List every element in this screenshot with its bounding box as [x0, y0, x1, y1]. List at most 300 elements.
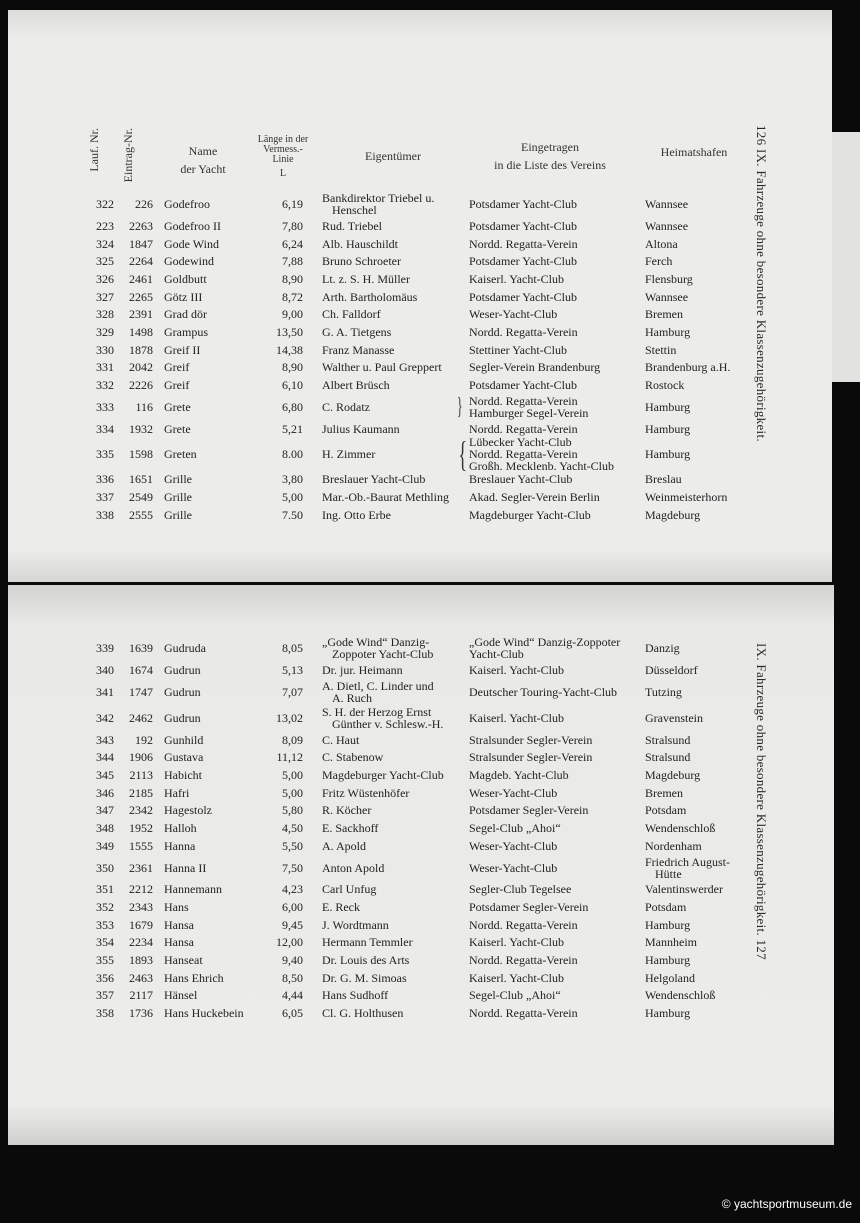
lauf-nr-cell: 347: [96, 803, 114, 818]
eintrag-nr-cell: 2234: [129, 935, 153, 950]
club-line: Breslauer Yacht-Club: [469, 472, 573, 487]
home-line: Hamburg: [645, 421, 691, 436]
lauf-nr-cell: 335: [96, 447, 114, 462]
club-line: Stralsunder Segler-Verein: [469, 750, 593, 765]
length-cell: 9,45: [282, 917, 303, 932]
home-cell: [645, 686, 682, 698]
owner-line: C. Haut: [322, 732, 360, 747]
owner-cell: [322, 509, 391, 521]
length-cell: 5,80: [282, 803, 303, 818]
lauf-nr-cell: 352: [96, 900, 114, 915]
length-cell: 4,23: [282, 882, 303, 897]
eintrag-nr-cell: 2391: [129, 307, 153, 322]
table-row: [8, 855, 768, 881]
owner-line: Anton Apold: [322, 860, 385, 875]
lauf-nr-cell: 345: [96, 767, 114, 782]
owner-line: Julius Kaumann: [322, 421, 400, 436]
club-cell: [469, 751, 592, 763]
owner-cell: [322, 883, 376, 895]
club-line: Lübecker Yacht-Club: [469, 435, 572, 450]
length-cell: 7,80: [282, 218, 303, 233]
club-cell: [469, 862, 557, 874]
table-row: [8, 323, 768, 341]
lauf-nr-cell: 326: [96, 271, 114, 286]
home-line: Bremen: [645, 307, 683, 322]
home-line: Flensburg: [645, 271, 693, 286]
club-line: Potsdamer Yacht-Club: [469, 218, 577, 233]
lauf-nr-cell: 343: [96, 732, 114, 747]
club-line: Kaiserl. Yacht-Club: [469, 935, 564, 950]
home-line: Hamburg: [645, 953, 691, 968]
lauf-nr-cell: 340: [96, 662, 114, 677]
home-cell: [645, 308, 683, 320]
owner-line: H. Zimmer: [322, 447, 376, 462]
home-line: Magdeburg: [645, 767, 701, 782]
club-cell: [469, 308, 557, 320]
eintrag-nr-cell: 1847: [129, 236, 153, 251]
lauf-nr-cell: 322: [96, 197, 114, 211]
club-line: Segler-Verein Brandenburg: [469, 360, 601, 375]
club-cell: [469, 379, 577, 391]
brace-mark: }: [456, 393, 463, 420]
home-line: Bremen: [645, 785, 683, 800]
header-eingetragen: [470, 138, 630, 174]
home-cell: [645, 769, 700, 781]
yacht-name-cell: Greif: [164, 360, 190, 375]
eintrag-nr-cell: 1906: [129, 750, 153, 765]
club-cell: [469, 220, 577, 232]
home-cell: [645, 326, 690, 338]
owner-cell: [322, 273, 410, 285]
header-eingetragen-line: in die Liste des Vereins: [494, 158, 606, 172]
club-line: Nordd. Regatta-Verein: [469, 1006, 578, 1021]
club-line: Hamburger Segel-Verein: [469, 405, 589, 420]
owner-line: Magdeburger Yacht-Club: [322, 767, 444, 782]
length-cell: 12,00: [276, 935, 303, 950]
home-cell: [645, 856, 730, 880]
length-cell: 7,50: [282, 860, 303, 875]
owner-cell: [322, 473, 425, 485]
table-row: [8, 951, 768, 969]
length-cell: 6,10: [282, 378, 303, 393]
eintrag-nr-cell: 1674: [129, 662, 153, 677]
eintrag-nr-cell: 2113: [129, 767, 153, 782]
brace-mark: {: [458, 434, 467, 475]
home-line: Wannsee: [645, 218, 689, 233]
club-line: Nordd. Regatta-Verein: [469, 393, 578, 408]
club-cell: [469, 509, 591, 521]
club-cell: [469, 989, 561, 1001]
yacht-name-cell: Greif II: [164, 342, 201, 357]
length-cell: 13,50: [276, 324, 303, 339]
table-row: [8, 881, 768, 899]
length-cell: 5,00: [282, 490, 303, 505]
club-line: Weser-Yacht-Club: [469, 307, 558, 322]
home-line: Hamburg: [645, 399, 691, 414]
yacht-name-cell: Hagestolz: [164, 803, 212, 818]
club-cell: [469, 326, 578, 338]
owner-cell: [322, 706, 443, 730]
lauf-nr-cell: 329: [96, 324, 114, 339]
table-row: [8, 420, 768, 438]
club-line: Magdeb. Yacht-Club: [469, 767, 569, 782]
home-cell: [645, 901, 686, 913]
owner-line: Hermann Temmler: [322, 935, 413, 950]
home-line: Stralsund: [645, 750, 691, 765]
header-eingetragen-line: Eingetragen: [521, 140, 579, 154]
table-row: [8, 235, 768, 253]
home-line: Hütte: [655, 866, 682, 881]
table-row: [8, 341, 768, 359]
length-cell: 6,80: [282, 399, 303, 414]
length-cell: 4,44: [282, 988, 303, 1003]
home-cell: [645, 972, 695, 984]
owner-line: Walther u. Paul Greppert: [322, 360, 442, 375]
club-line: Potsdamer Yacht-Club: [469, 197, 577, 211]
owner-cell: [322, 972, 407, 984]
yacht-name-cell: Hansa: [164, 917, 194, 932]
owner-line: A. Apold: [322, 838, 367, 853]
yacht-name-cell: Hans Ehrich: [164, 970, 224, 985]
owner-line: Carl Unfug: [322, 882, 377, 897]
table-row: [8, 679, 768, 705]
lauf-nr-cell: 353: [96, 917, 114, 932]
club-line: Weser-Yacht-Club: [469, 860, 558, 875]
yacht-name-cell: Hanna: [164, 838, 196, 853]
owner-cell: [322, 751, 383, 763]
home-line: Potsdam: [645, 803, 687, 818]
yacht-name-cell: Hansa: [164, 935, 194, 950]
home-line: Tutzing: [645, 684, 682, 699]
owner-cell: [322, 220, 382, 232]
length-cell: 4,50: [282, 820, 303, 835]
length-cell: 9,00: [282, 307, 303, 322]
owner-cell: [322, 344, 394, 356]
home-cell: [645, 509, 700, 521]
club-line: Weser-Yacht-Club: [469, 838, 558, 853]
table-row: [8, 898, 768, 916]
table-row: [8, 506, 768, 524]
club-cell: [469, 1007, 578, 1019]
length-cell: 6,24: [282, 236, 303, 251]
club-cell: [469, 712, 564, 724]
home-cell: [645, 664, 698, 676]
club-line: Magdeburger Yacht-Club: [469, 507, 591, 522]
home-cell: [645, 361, 730, 373]
club-cell: [469, 238, 578, 250]
length-cell: 9,40: [282, 953, 303, 968]
eintrag-nr-cell: 1747: [129, 684, 153, 699]
header-name-line: Name: [188, 144, 218, 158]
lauf-nr-cell: 332: [96, 378, 114, 393]
table-row: [8, 969, 768, 987]
club-cell: [469, 883, 571, 895]
home-cell: [645, 448, 690, 460]
length-cell: 7,88: [282, 254, 303, 269]
home-line: Wendenschloß: [645, 988, 716, 1003]
table-row: [8, 731, 768, 749]
owner-cell: [322, 919, 389, 931]
table-row: [8, 801, 768, 819]
lauf-nr-cell: 331: [96, 360, 114, 375]
table-row: [8, 819, 768, 837]
club-cell: [469, 787, 557, 799]
lauf-nr-cell: 330: [96, 342, 114, 357]
page-127: [8, 585, 834, 1145]
owner-cell: [322, 636, 433, 660]
club-cell: [469, 919, 578, 931]
table-row: [8, 916, 768, 934]
club-line: Potsdamer Yacht-Club: [469, 378, 577, 393]
length-cell: 8.00: [282, 447, 303, 462]
eintrag-nr-cell: 2461: [129, 271, 153, 286]
yacht-name-cell: Gustava: [164, 750, 204, 765]
running-head: 126 IX. Fahrzeuge ohne besondere Klassenzugehörigkeit.: [754, 125, 769, 442]
table-row: [8, 661, 768, 679]
owner-cell: [322, 291, 417, 303]
eintrag-nr-cell: 1878: [129, 342, 153, 357]
lauf-nr-cell: 356: [96, 970, 114, 985]
eintrag-nr-cell: 2212: [129, 882, 153, 897]
length-cell: 6,05: [282, 1006, 303, 1021]
yacht-name-cell: Gudrun: [164, 684, 201, 699]
club-cell: [469, 198, 577, 210]
table-row: [8, 1004, 768, 1022]
club-cell: [469, 734, 592, 746]
club-cell: [469, 901, 588, 913]
home-line: Friedrich August-: [645, 854, 730, 869]
home-line: Mannheim: [645, 935, 697, 950]
yacht-name-cell: Hänsel: [164, 988, 198, 1003]
owner-line: Günther v. Schlesw.-H.: [332, 716, 444, 731]
table-row: [8, 934, 768, 952]
yacht-name-cell: Godewind: [164, 254, 214, 269]
yacht-name-cell: Gudrun: [164, 710, 201, 725]
club-line: Yacht-Club: [469, 647, 524, 661]
yacht-name-cell: Grad dör: [164, 307, 207, 322]
header-laenge-line: Länge in der: [257, 134, 309, 145]
eintrag-nr-cell: 1651: [129, 472, 153, 487]
owner-line: A. Dietl, C. Linder und: [322, 678, 434, 693]
length-cell: 8,09: [282, 732, 303, 747]
eintrag-nr-cell: 2263: [129, 218, 153, 233]
eintrag-nr-cell: 1952: [129, 820, 153, 835]
yacht-name-cell: Hannemann: [164, 882, 222, 897]
table-row: [8, 191, 768, 217]
club-cell: [469, 423, 578, 435]
yacht-name-cell: Hanseat: [164, 953, 203, 968]
owner-cell: [322, 192, 434, 216]
length-cell: 11,12: [276, 750, 303, 765]
owner-cell: [322, 680, 434, 704]
home-cell: [645, 401, 690, 413]
owner-cell: [322, 769, 444, 781]
header-name-line: der Yacht: [180, 162, 226, 176]
club-cell: [469, 291, 577, 303]
home-cell: [645, 954, 690, 966]
owner-line: Cl. G. Holthusen: [322, 1006, 404, 1021]
yacht-name-cell: Greif: [164, 378, 190, 393]
home-line: Potsdam: [645, 900, 687, 915]
length-cell: 5,13: [282, 662, 303, 677]
header-laenge-line: Vermess.-: [263, 144, 303, 155]
club-line: „Gode Wind“ Danzig-Zoppoter: [469, 635, 621, 649]
club-line: Potsdamer Yacht-Club: [469, 254, 577, 269]
owner-line: Fritz Wüstenhöfer: [322, 785, 410, 800]
owner-cell: [322, 255, 401, 267]
home-line: Stettin: [645, 342, 677, 357]
club-cell: [469, 664, 564, 676]
eintrag-nr-cell: 2042: [129, 360, 153, 375]
owner-line: Arth. Bartholomäus: [322, 289, 418, 304]
home-line: Breslau: [645, 472, 682, 487]
home-cell: [645, 238, 678, 250]
eintrag-nr-cell: 1498: [129, 324, 153, 339]
club-line: Großh. Mecklenb. Yacht-Club: [469, 459, 614, 474]
club-line: Stralsunder Segler-Verein: [469, 732, 593, 747]
home-line: Valentinswerder: [645, 882, 723, 897]
owner-cell: [322, 448, 375, 460]
eintrag-nr-cell: 1555: [129, 838, 153, 853]
owner-cell: [322, 954, 409, 966]
home-line: Brandenburg a.H.: [645, 360, 731, 375]
yacht-name-cell: Gudrun: [164, 662, 201, 677]
club-line: Kaiserl. Yacht-Club: [469, 710, 564, 725]
owner-cell: [322, 901, 360, 913]
club-line: Potsdamer Segler-Verein: [469, 803, 589, 818]
table-row: [8, 270, 768, 288]
home-line: Ferch: [645, 254, 673, 269]
eintrag-nr-cell: 2555: [129, 507, 153, 522]
lauf-nr-cell: 337: [96, 490, 114, 505]
lauf-nr-cell: 348: [96, 820, 114, 835]
lauf-nr-cell: 344: [96, 750, 114, 765]
home-line: Hamburg: [645, 447, 691, 462]
club-line: Weser-Yacht-Club: [469, 785, 558, 800]
owner-cell: [322, 936, 413, 948]
page-126: [8, 10, 832, 582]
home-cell: [645, 989, 715, 1001]
owner-line: „Gode Wind“ Danzig-: [322, 635, 430, 649]
eintrag-nr-cell: 1893: [129, 953, 153, 968]
yacht-name-cell: Hans: [164, 900, 189, 915]
lauf-nr-cell: 324: [96, 236, 114, 251]
yacht-name-cell: Godefroo: [164, 197, 210, 211]
table-row: [8, 217, 768, 235]
running-head: IX. Fahrzeuge ohne besondere Klassenzugehörigkeit. 127: [754, 643, 769, 960]
header-lauf-nr: Lauf. Nr.: [87, 128, 101, 172]
owner-line: Henschel: [332, 203, 377, 217]
eintrag-nr-cell: 2264: [129, 254, 153, 269]
owner-cell: [322, 840, 366, 852]
eintrag-nr-cell: 2343: [129, 900, 153, 915]
club-line: Kaiserl. Yacht-Club: [469, 662, 564, 677]
owner-cell: [322, 787, 409, 799]
home-line: Düsseldorf: [645, 662, 698, 677]
owner-line: J. Wordtmann: [322, 917, 389, 932]
eintrag-nr-cell: 2549: [129, 490, 153, 505]
club-cell: [469, 840, 557, 852]
club-line: Kaiserl. Yacht-Club: [469, 271, 564, 286]
table-row: [8, 252, 768, 270]
lauf-nr-cell: 341: [96, 684, 114, 699]
club-line: Nordd. Regatta-Verein: [469, 953, 578, 968]
club-line: Nordd. Regatta-Verein: [469, 421, 578, 436]
home-line: Hamburg: [645, 917, 691, 932]
table-row: [8, 635, 768, 661]
eintrag-nr-cell: 2361: [129, 860, 153, 875]
lauf-nr-cell: 342: [96, 710, 114, 725]
home-cell: [645, 919, 690, 931]
eintrag-nr-cell: 2117: [129, 988, 153, 1003]
table-row: [8, 288, 768, 306]
club-cell: [469, 395, 588, 419]
home-line: Wannsee: [645, 197, 689, 211]
club-cell: [469, 491, 600, 503]
eintrag-nr-cell: 2342: [129, 803, 153, 818]
lauf-nr-cell: 357: [96, 988, 114, 1003]
owner-line: Breslauer Yacht-Club: [322, 472, 426, 487]
owner-cell: [322, 989, 388, 1001]
yacht-name-cell: Götz III: [164, 289, 203, 304]
owner-line: Ch. Falldorf: [322, 307, 381, 322]
home-cell: [645, 273, 693, 285]
lauf-nr-cell: 338: [96, 507, 114, 522]
length-cell: 6,19: [282, 197, 303, 211]
table-row: [8, 359, 768, 377]
home-cell: [645, 220, 688, 232]
club-cell: [469, 936, 564, 948]
owner-line: Mar.-Ob.-Baurat Methling: [322, 490, 449, 505]
length-cell: 5,50: [282, 838, 303, 853]
home-cell: [645, 379, 684, 391]
owner-cell: [322, 862, 384, 874]
eintrag-nr-cell: 1639: [129, 641, 153, 655]
eintrag-nr-cell: 116: [135, 399, 153, 414]
home-line: Rostock: [645, 378, 685, 393]
owner-cell: [322, 423, 400, 435]
yacht-name-cell: Grete: [164, 399, 191, 414]
club-cell: [469, 436, 614, 472]
club-line: Kaiserl. Yacht-Club: [469, 970, 564, 985]
yacht-name-cell: Halloh: [164, 820, 197, 835]
owner-line: Bruno Schroeter: [322, 254, 401, 269]
home-line: Hamburg: [645, 1006, 691, 1021]
length-cell: 3,80: [282, 472, 303, 487]
lauf-nr-cell: 355: [96, 953, 114, 968]
eintrag-nr-cell: 226: [135, 197, 153, 211]
club-line: Nordd. Regatta-Verein: [469, 917, 578, 932]
club-cell: [469, 361, 600, 373]
home-line: Magdeburg: [645, 507, 701, 522]
owner-line: Dr. jur. Heimann: [322, 662, 403, 677]
home-cell: [645, 936, 697, 948]
home-cell: [645, 255, 672, 267]
eintrag-nr-cell: 1598: [129, 447, 153, 462]
owner-line: Alb. Hauschildt: [322, 236, 398, 251]
lauf-nr-cell: 351: [96, 882, 114, 897]
yacht-name-cell: Goldbutt: [164, 271, 207, 286]
club-cell: [469, 686, 617, 698]
lauf-nr-cell: 339: [96, 641, 114, 655]
yacht-name-cell: Greten: [164, 447, 197, 462]
table-row: [8, 488, 768, 506]
length-cell: 8,50: [282, 970, 303, 985]
yacht-table-top: [8, 191, 768, 524]
length-cell: 5,00: [282, 767, 303, 782]
yacht-name-cell: Grampus: [164, 324, 208, 339]
owner-cell: [322, 401, 370, 413]
